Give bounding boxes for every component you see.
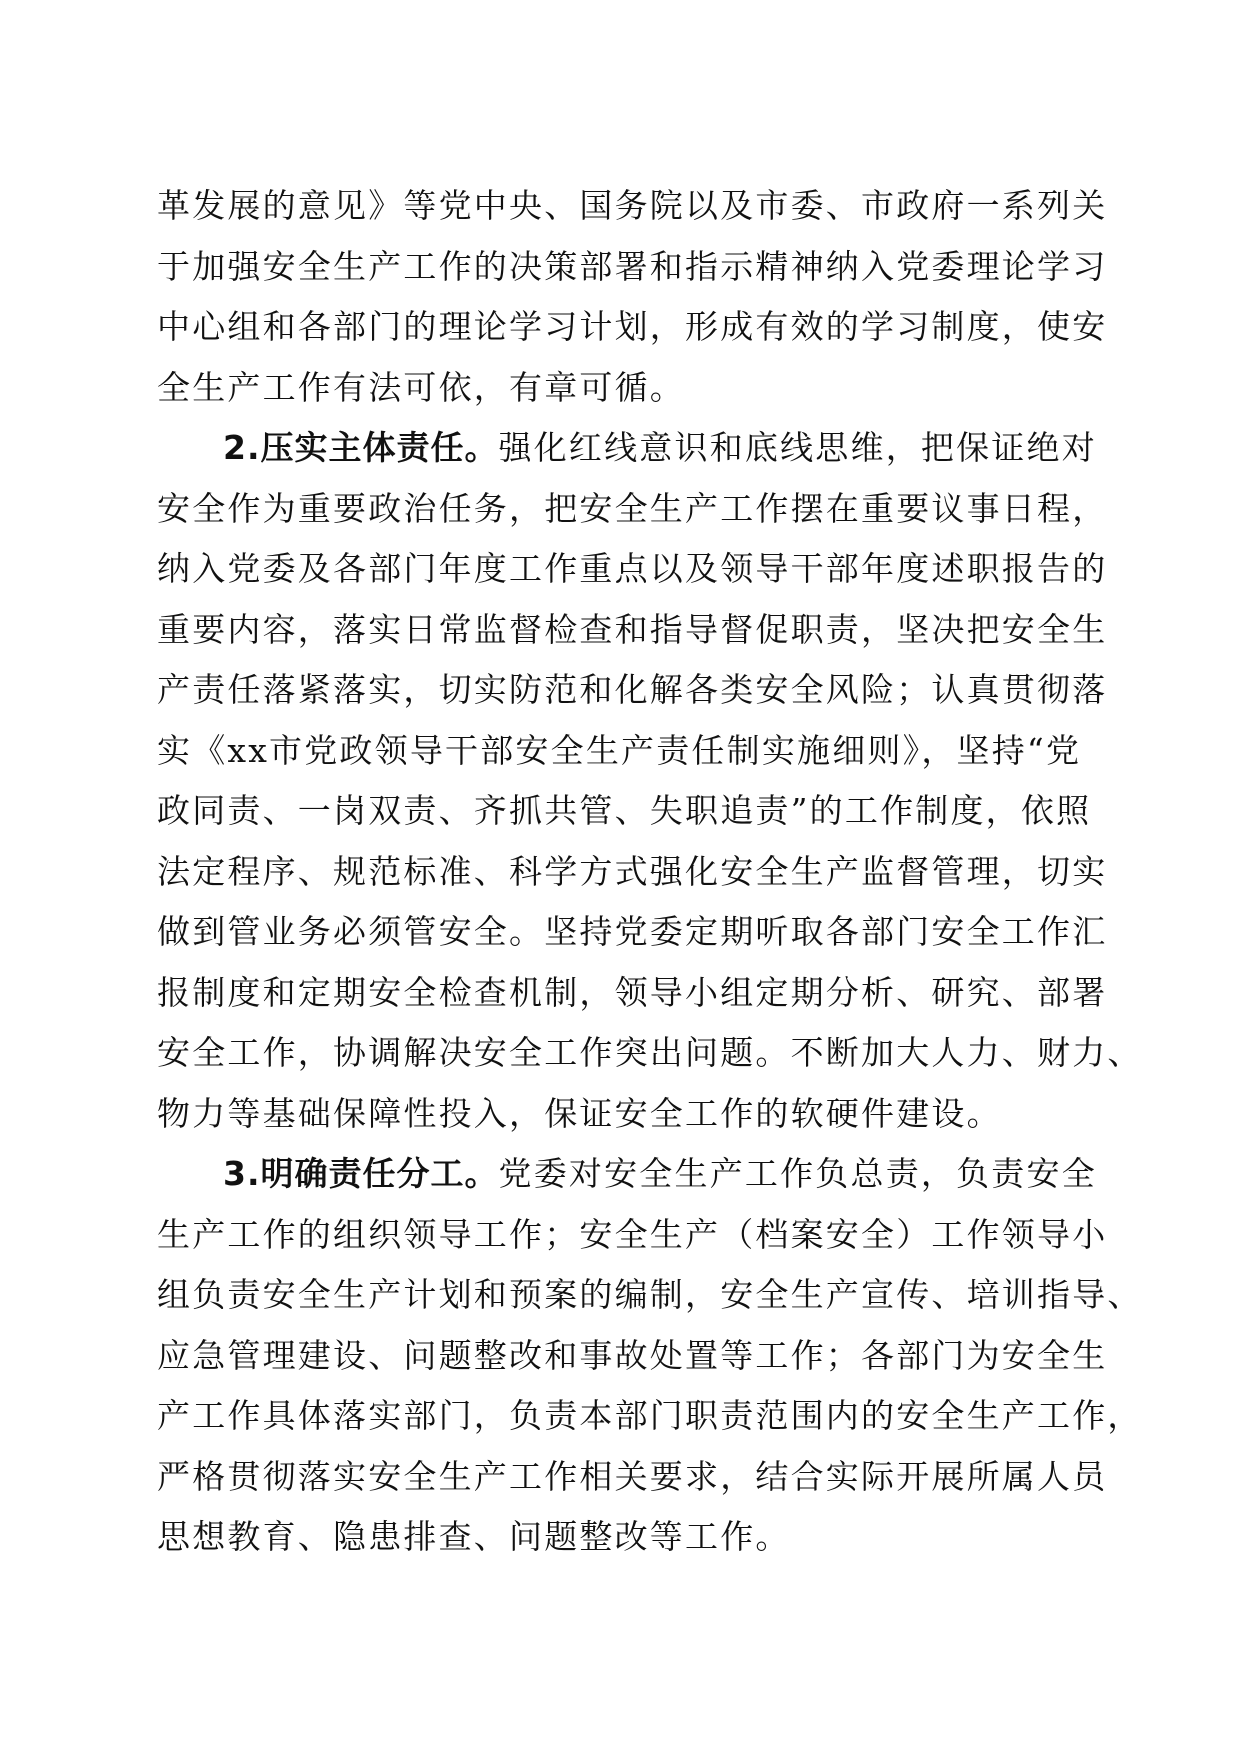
section-3-division-of-duties [157,1144,1143,1568]
paragraph-line: 产工作具体落实部门，负责本部门职责范围内的安全生产工作， [157,1396,1143,1435]
paragraph-study-system [157,176,1108,418]
paragraph-line: 纳入党委及各部门年度工作重点以及领导干部年度述职报告的 [157,549,1108,588]
paragraph-line: 报制度和定期安全检查机制，领导小组定期分析、研究、部署 [157,972,1108,1012]
paragraph-line: 物力等基础保障性投入，保证安全工作的软硬件建设。 [157,1093,1002,1133]
document-body [157,176,1143,1568]
paragraph-line: 产责任落紧落实，切实防范和化解各类安全风险；认真贯彻落 [157,670,1108,709]
section-3-first-line [157,1144,1097,1205]
paragraph-line: 安全工作，协调解决安全工作突出问题。不断加大人力、财力、 [157,1033,1143,1072]
section-2-heading: 2.压实主体责任。 [223,428,499,467]
paragraph-line: 全生产工作有法可依，有章可循。 [157,367,685,407]
paragraph-line: 政同责、一岗双责、齐抓共管、失职追责”的工作制度，依照 [157,791,1092,830]
paragraph-line: 革发展的意见》等党中央、国务院以及市委、市政府一系列关 [157,186,1108,225]
paragraph-line: 实《xx市党政领导干部安全生产责任制实施细则》，坚持“党 [157,730,1082,770]
paragraph-line: 于加强安全生产工作的决策部署和指示精神纳入党委理论学习 [157,246,1108,286]
paragraph-line: 做到管业务必须管安全。坚持党委定期听取各部门安全工作汇 [157,912,1108,951]
paragraph-line: 生产工作的组织领导工作；安全生产（档案安全）工作领导小 [157,1214,1108,1254]
paragraph-line: 重要内容，落实日常监督检查和指导督促职责，坚决把安全生 [157,609,1108,649]
paragraph-line: 法定程序、规范标准、科学方式强化安全生产监督管理，切实 [157,851,1108,891]
section-3-first-line-text: 党委对安全生产工作负总责，负责安全 [498,1154,1097,1193]
section-2-responsibility [157,418,1143,1144]
paragraph-line: 思想教育、隐患排查、问题整改等工作。 [157,1517,791,1556]
paragraph-line: 安全作为重要政治任务，把安全生产工作摆在重要议事日程， [157,488,1108,528]
paragraph-line: 中心组和各部门的理论学习计划，形成有效的学习制度，使安 [157,307,1108,346]
section-2-first-line [157,418,1097,479]
section-2-first-line-text: 强化红线意识和底线思维，把保证绝对 [498,428,1097,467]
paragraph-line: 应急管理建设、问题整改和事故处置等工作；各部门为安全生 [157,1335,1108,1375]
paragraph-line: 组负责安全生产计划和预案的编制，安全生产宣传、培训指导、 [157,1275,1143,1314]
section-3-heading: 3.明确责任分工。 [223,1154,499,1193]
paragraph-line: 严格贯彻落实安全生产工作相关要求，结合实际开展所属人员 [157,1456,1108,1496]
